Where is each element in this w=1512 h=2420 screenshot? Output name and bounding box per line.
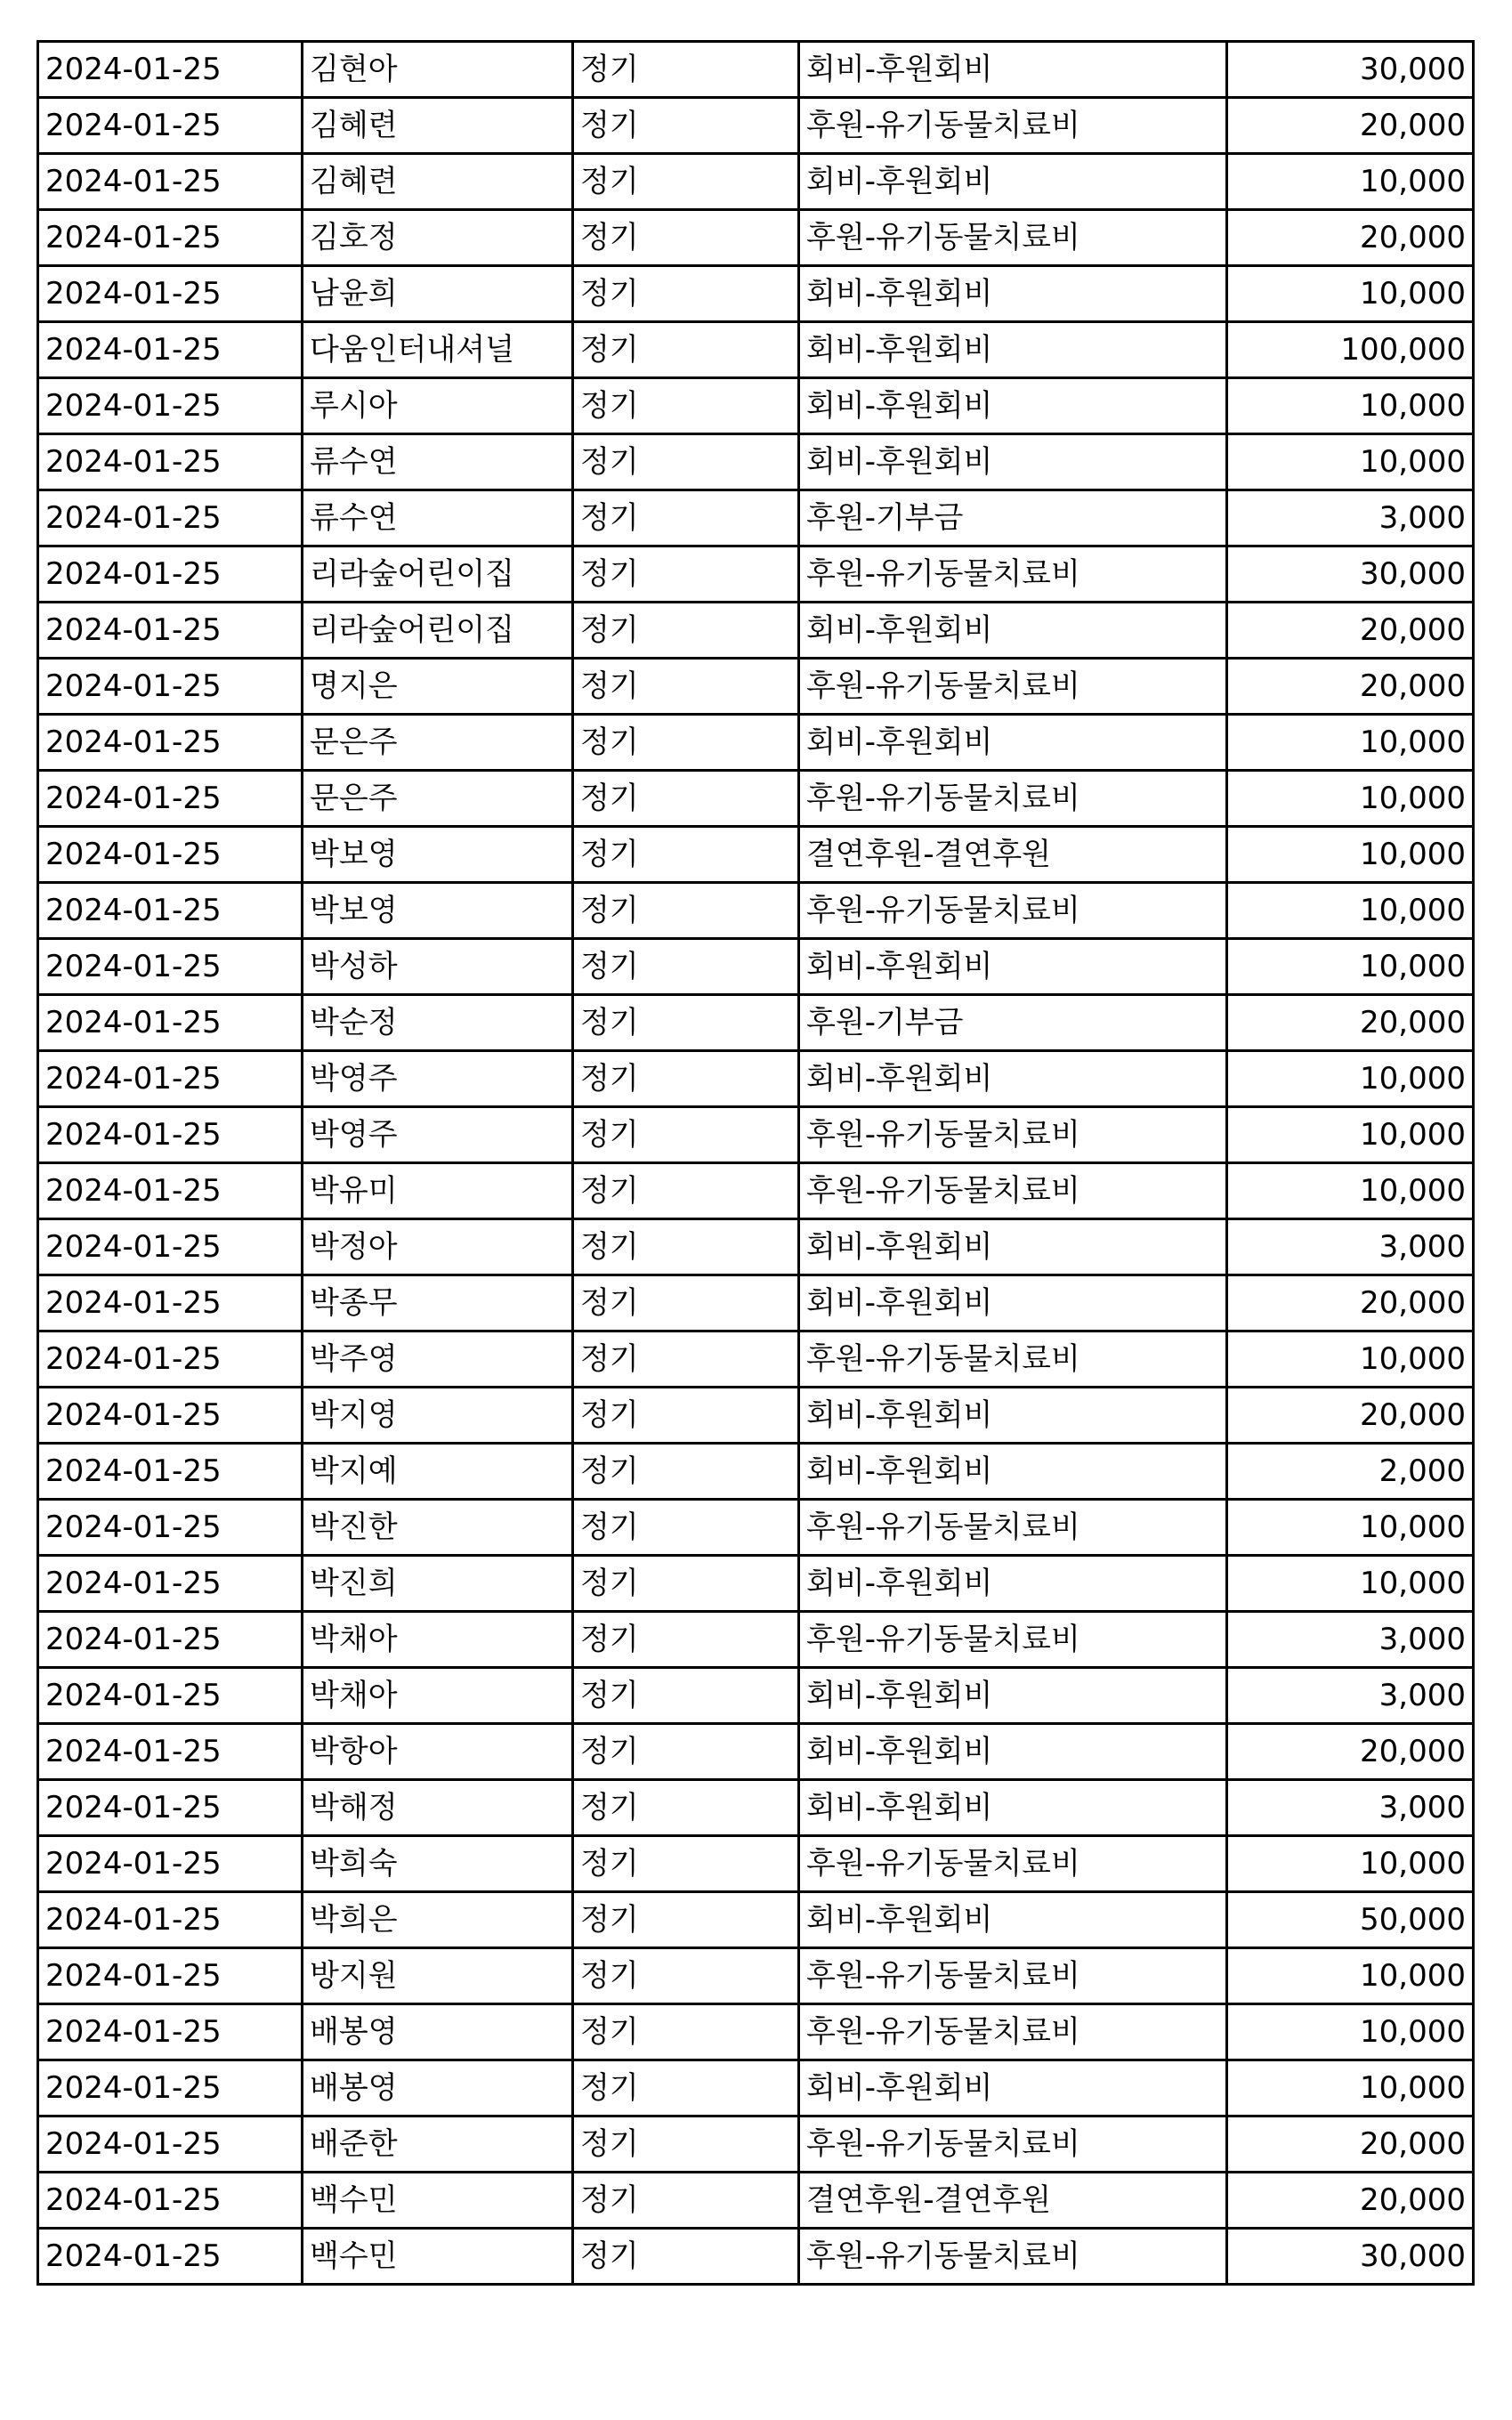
category-cell: 후원-유기동물치료비	[799, 1948, 1227, 2004]
donor-name-cell: 리라숲어린이집	[303, 546, 573, 603]
table-row	[38, 2116, 1474, 2173]
table-row	[38, 2004, 1474, 2060]
date-cell: 2024-01-25	[38, 771, 303, 827]
category-cell: 회비-후원회비	[799, 266, 1227, 322]
table-row	[38, 1780, 1474, 1836]
category-cell: 후원-유기동물치료비	[799, 2116, 1227, 2173]
amount-cell: 3,000	[1227, 1219, 1474, 1275]
donation-type-cell: 정기	[573, 1724, 799, 1780]
amount-cell: 20,000	[1227, 210, 1474, 266]
donation-type-cell: 정기	[573, 210, 799, 266]
donor-name-cell: 방지원	[303, 1948, 573, 2004]
amount-cell: 3,000	[1227, 1668, 1474, 1724]
category-cell: 후원-기부금	[799, 995, 1227, 1051]
table-row	[38, 1556, 1474, 1612]
amount-cell: 2,000	[1227, 1444, 1474, 1500]
amount-cell: 50,000	[1227, 1892, 1474, 1948]
table-row	[38, 1892, 1474, 1948]
donor-name-cell: 명지은	[303, 659, 573, 715]
amount-cell: 20,000	[1227, 659, 1474, 715]
donation-type-cell: 정기	[573, 1836, 799, 1892]
amount-cell: 10,000	[1227, 1163, 1474, 1219]
donation-type-cell: 정기	[573, 434, 799, 490]
donor-name-cell: 김혜련	[303, 98, 573, 154]
donor-name-cell: 김혜련	[303, 154, 573, 210]
donation-type-cell: 정기	[573, 2004, 799, 2060]
donation-type-cell: 정기	[573, 1556, 799, 1612]
table-row	[38, 1107, 1474, 1163]
table-row	[38, 995, 1474, 1051]
amount-cell: 10,000	[1227, 1556, 1474, 1612]
category-cell: 회비-후원회비	[799, 1051, 1227, 1107]
table-row	[38, 378, 1474, 434]
table-row	[38, 1444, 1474, 1500]
date-cell: 2024-01-25	[38, 322, 303, 378]
category-cell: 후원-유기동물치료비	[799, 546, 1227, 603]
date-cell: 2024-01-25	[38, 827, 303, 883]
category-cell: 후원-유기동물치료비	[799, 1163, 1227, 1219]
donor-name-cell: 박채아	[303, 1668, 573, 1724]
donation-type-cell: 정기	[573, 827, 799, 883]
date-cell: 2024-01-25	[38, 939, 303, 995]
amount-cell: 10,000	[1227, 1107, 1474, 1163]
donation-type-cell: 정기	[573, 715, 799, 771]
donor-name-cell: 남윤희	[303, 266, 573, 322]
table-row	[38, 98, 1474, 154]
amount-cell: 20,000	[1227, 995, 1474, 1051]
table-row	[38, 1275, 1474, 1331]
table-row	[38, 1163, 1474, 1219]
date-cell: 2024-01-25	[38, 210, 303, 266]
date-cell: 2024-01-25	[38, 1219, 303, 1275]
amount-cell: 10,000	[1227, 771, 1474, 827]
donor-name-cell: 박지영	[303, 1388, 573, 1444]
date-cell: 2024-01-25	[38, 1948, 303, 2004]
donor-name-cell: 박영주	[303, 1051, 573, 1107]
donor-name-cell: 박순정	[303, 995, 573, 1051]
date-cell: 2024-01-25	[38, 1444, 303, 1500]
date-cell: 2024-01-25	[38, 715, 303, 771]
donor-name-cell: 리라숲어린이집	[303, 603, 573, 659]
amount-cell: 10,000	[1227, 1331, 1474, 1388]
donor-name-cell: 박영주	[303, 1107, 573, 1163]
table-row	[38, 266, 1474, 322]
date-cell: 2024-01-25	[38, 266, 303, 322]
donor-name-cell: 백수민	[303, 2229, 573, 2285]
date-cell: 2024-01-25	[38, 883, 303, 939]
date-cell: 2024-01-25	[38, 2004, 303, 2060]
category-cell: 후원-유기동물치료비	[799, 2004, 1227, 2060]
donation-type-cell: 정기	[573, 2173, 799, 2229]
table-row	[38, 939, 1474, 995]
table-row	[38, 1051, 1474, 1107]
table-row	[38, 42, 1474, 98]
donor-name-cell: 류수연	[303, 490, 573, 546]
donor-name-cell: 박주영	[303, 1331, 573, 1388]
donation-type-cell: 정기	[573, 2229, 799, 2285]
table-row	[38, 1612, 1474, 1668]
table-row	[38, 883, 1474, 939]
table-row	[38, 546, 1474, 603]
donation-type-cell: 정기	[573, 2116, 799, 2173]
category-cell: 후원-유기동물치료비	[799, 659, 1227, 715]
category-cell: 회비-후원회비	[799, 939, 1227, 995]
category-cell: 후원-유기동물치료비	[799, 883, 1227, 939]
category-cell: 회비-후원회비	[799, 1556, 1227, 1612]
table-row	[38, 490, 1474, 546]
table-row	[38, 827, 1474, 883]
donation-type-cell: 정기	[573, 1107, 799, 1163]
category-cell: 회비-후원회비	[799, 1724, 1227, 1780]
donation-type-cell: 정기	[573, 42, 799, 98]
donation-type-cell: 정기	[573, 266, 799, 322]
amount-cell: 30,000	[1227, 2229, 1474, 2285]
donation-type-cell: 정기	[573, 1219, 799, 1275]
donation-type-cell: 정기	[573, 1892, 799, 1948]
donor-name-cell: 박희숙	[303, 1836, 573, 1892]
amount-cell: 10,000	[1227, 1836, 1474, 1892]
date-cell: 2024-01-25	[38, 603, 303, 659]
category-cell: 후원-유기동물치료비	[799, 1107, 1227, 1163]
date-cell: 2024-01-25	[38, 98, 303, 154]
donor-name-cell: 박진한	[303, 1500, 573, 1556]
donor-name-cell: 박해정	[303, 1780, 573, 1836]
donation-type-cell: 정기	[573, 603, 799, 659]
date-cell: 2024-01-25	[38, 42, 303, 98]
amount-cell: 10,000	[1227, 2060, 1474, 2116]
date-cell: 2024-01-25	[38, 490, 303, 546]
category-cell: 회비-후원회비	[799, 1444, 1227, 1500]
donor-name-cell: 박정아	[303, 1219, 573, 1275]
donor-name-cell: 문은주	[303, 715, 573, 771]
date-cell: 2024-01-25	[38, 1500, 303, 1556]
amount-cell: 10,000	[1227, 883, 1474, 939]
donation-type-cell: 정기	[573, 1948, 799, 2004]
table-row	[38, 434, 1474, 490]
date-cell: 2024-01-25	[38, 2116, 303, 2173]
category-cell: 회비-후원회비	[799, 1668, 1227, 1724]
amount-cell: 10,000	[1227, 266, 1474, 322]
donation-type-cell: 정기	[573, 154, 799, 210]
category-cell: 후원-유기동물치료비	[799, 1612, 1227, 1668]
amount-cell: 30,000	[1227, 546, 1474, 603]
amount-cell: 10,000	[1227, 2004, 1474, 2060]
table-row	[38, 154, 1474, 210]
category-cell: 회비-후원회비	[799, 42, 1227, 98]
amount-cell: 30,000	[1227, 42, 1474, 98]
table-row	[38, 1331, 1474, 1388]
category-cell: 회비-후원회비	[799, 154, 1227, 210]
table-row	[38, 2060, 1474, 2116]
donor-name-cell: 박지예	[303, 1444, 573, 1500]
category-cell: 후원-유기동물치료비	[799, 1500, 1227, 1556]
donation-type-cell: 정기	[573, 771, 799, 827]
date-cell: 2024-01-25	[38, 1556, 303, 1612]
category-cell: 후원-유기동물치료비	[799, 1331, 1227, 1388]
donation-type-cell: 정기	[573, 490, 799, 546]
category-cell: 후원-기부금	[799, 490, 1227, 546]
category-cell: 회비-후원회비	[799, 322, 1227, 378]
amount-cell: 20,000	[1227, 1388, 1474, 1444]
table-row	[38, 2229, 1474, 2285]
donor-name-cell: 류수연	[303, 434, 573, 490]
table-row	[38, 1724, 1474, 1780]
amount-cell: 20,000	[1227, 1724, 1474, 1780]
donation-type-cell: 정기	[573, 2060, 799, 2116]
date-cell: 2024-01-25	[38, 154, 303, 210]
date-cell: 2024-01-25	[38, 1612, 303, 1668]
donation-ledger-table	[36, 40, 1475, 2286]
table-row	[38, 1388, 1474, 1444]
amount-cell: 20,000	[1227, 1275, 1474, 1331]
date-cell: 2024-01-25	[38, 995, 303, 1051]
donation-type-cell: 정기	[573, 546, 799, 603]
donor-name-cell: 박진희	[303, 1556, 573, 1612]
donation-type-cell: 정기	[573, 1500, 799, 1556]
date-cell: 2024-01-25	[38, 434, 303, 490]
donor-name-cell: 배준한	[303, 2116, 573, 2173]
category-cell: 후원-유기동물치료비	[799, 210, 1227, 266]
donor-name-cell: 김호정	[303, 210, 573, 266]
donor-name-cell: 박성하	[303, 939, 573, 995]
donor-name-cell: 루시아	[303, 378, 573, 434]
amount-cell: 10,000	[1227, 1948, 1474, 2004]
amount-cell: 3,000	[1227, 1612, 1474, 1668]
table-row	[38, 659, 1474, 715]
donation-type-cell: 정기	[573, 1780, 799, 1836]
date-cell: 2024-01-25	[38, 659, 303, 715]
donor-name-cell: 박보영	[303, 827, 573, 883]
donation-type-cell: 정기	[573, 939, 799, 995]
date-cell: 2024-01-25	[38, 1668, 303, 1724]
amount-cell: 10,000	[1227, 154, 1474, 210]
category-cell: 회비-후원회비	[799, 434, 1227, 490]
table-row	[38, 1948, 1474, 2004]
donation-type-cell: 정기	[573, 1331, 799, 1388]
date-cell: 2024-01-25	[38, 2229, 303, 2285]
category-cell: 회비-후원회비	[799, 715, 1227, 771]
date-cell: 2024-01-25	[38, 1107, 303, 1163]
donation-type-cell: 정기	[573, 98, 799, 154]
category-cell: 회비-후원회비	[799, 1780, 1227, 1836]
category-cell: 결연후원-결연후원	[799, 827, 1227, 883]
date-cell: 2024-01-25	[38, 1051, 303, 1107]
amount-cell: 100,000	[1227, 322, 1474, 378]
donor-name-cell: 박종무	[303, 1275, 573, 1331]
date-cell: 2024-01-25	[38, 546, 303, 603]
donation-type-cell: 정기	[573, 1444, 799, 1500]
date-cell: 2024-01-25	[38, 1163, 303, 1219]
category-cell: 후원-유기동물치료비	[799, 1836, 1227, 1892]
donor-name-cell: 배봉영	[303, 2004, 573, 2060]
donor-name-cell: 다움인터내셔널	[303, 322, 573, 378]
amount-cell: 3,000	[1227, 1780, 1474, 1836]
donation-type-cell: 정기	[573, 1388, 799, 1444]
donation-type-cell: 정기	[573, 883, 799, 939]
table-row	[38, 2173, 1474, 2229]
date-cell: 2024-01-25	[38, 1275, 303, 1331]
date-cell: 2024-01-25	[38, 378, 303, 434]
amount-cell: 10,000	[1227, 939, 1474, 995]
table-row	[38, 1219, 1474, 1275]
donation-type-cell: 정기	[573, 322, 799, 378]
table-row	[38, 715, 1474, 771]
date-cell: 2024-01-25	[38, 1780, 303, 1836]
category-cell: 회비-후원회비	[799, 1275, 1227, 1331]
table-row	[38, 771, 1474, 827]
table-row	[38, 1500, 1474, 1556]
date-cell: 2024-01-25	[38, 1388, 303, 1444]
donation-type-cell: 정기	[573, 1051, 799, 1107]
date-cell: 2024-01-25	[38, 2173, 303, 2229]
donor-name-cell: 박항아	[303, 1724, 573, 1780]
date-cell: 2024-01-25	[38, 1892, 303, 1948]
table-row	[38, 1668, 1474, 1724]
date-cell: 2024-01-25	[38, 1836, 303, 1892]
ledger-body	[38, 42, 1474, 2285]
donation-type-cell: 정기	[573, 659, 799, 715]
category-cell: 회비-후원회비	[799, 603, 1227, 659]
category-cell: 결연후원-결연후원	[799, 2173, 1227, 2229]
category-cell: 후원-유기동물치료비	[799, 98, 1227, 154]
category-cell: 후원-유기동물치료비	[799, 771, 1227, 827]
donation-type-cell: 정기	[573, 1668, 799, 1724]
donor-name-cell: 백수민	[303, 2173, 573, 2229]
amount-cell: 10,000	[1227, 827, 1474, 883]
donor-name-cell: 박희은	[303, 1892, 573, 1948]
table-row	[38, 603, 1474, 659]
donation-type-cell: 정기	[573, 1163, 799, 1219]
table-row	[38, 322, 1474, 378]
table-row	[38, 210, 1474, 266]
donor-name-cell: 박보영	[303, 883, 573, 939]
amount-cell: 20,000	[1227, 2173, 1474, 2229]
donation-type-cell: 정기	[573, 1275, 799, 1331]
date-cell: 2024-01-25	[38, 1331, 303, 1388]
amount-cell: 10,000	[1227, 378, 1474, 434]
category-cell: 회비-후원회비	[799, 378, 1227, 434]
amount-cell: 3,000	[1227, 490, 1474, 546]
date-cell: 2024-01-25	[38, 1724, 303, 1780]
amount-cell: 10,000	[1227, 434, 1474, 490]
donor-name-cell: 배봉영	[303, 2060, 573, 2116]
donor-name-cell: 김현아	[303, 42, 573, 98]
donor-name-cell: 문은주	[303, 771, 573, 827]
amount-cell: 20,000	[1227, 603, 1474, 659]
donor-name-cell: 박유미	[303, 1163, 573, 1219]
category-cell: 회비-후원회비	[799, 1892, 1227, 1948]
donation-type-cell: 정기	[573, 1612, 799, 1668]
amount-cell: 20,000	[1227, 2116, 1474, 2173]
category-cell: 회비-후원회비	[799, 1388, 1227, 1444]
donation-type-cell: 정기	[573, 995, 799, 1051]
category-cell: 회비-후원회비	[799, 1219, 1227, 1275]
table-row	[38, 1836, 1474, 1892]
amount-cell: 10,000	[1227, 1500, 1474, 1556]
amount-cell: 20,000	[1227, 98, 1474, 154]
amount-cell: 10,000	[1227, 1051, 1474, 1107]
category-cell: 회비-후원회비	[799, 2060, 1227, 2116]
date-cell: 2024-01-25	[38, 2060, 303, 2116]
category-cell: 후원-유기동물치료비	[799, 2229, 1227, 2285]
donor-name-cell: 박채아	[303, 1612, 573, 1668]
amount-cell: 10,000	[1227, 715, 1474, 771]
donation-type-cell: 정기	[573, 378, 799, 434]
